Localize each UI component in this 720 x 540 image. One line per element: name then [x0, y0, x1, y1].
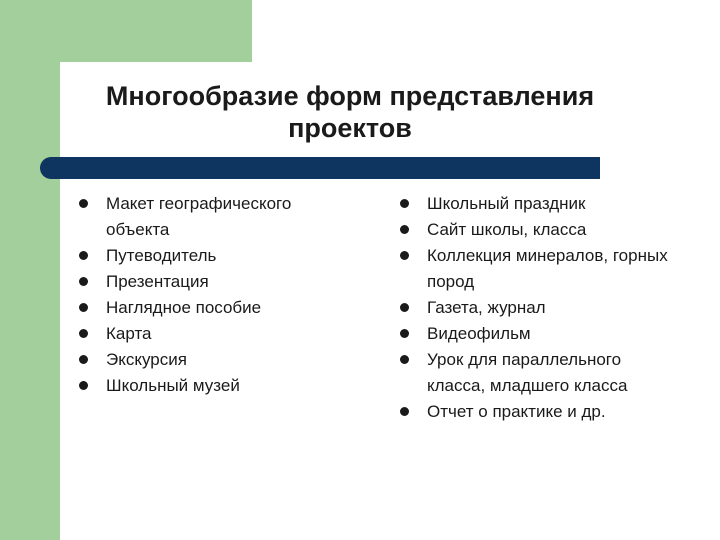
list-item — [399, 347, 669, 399]
list-item-text: Урок для параллельного класса, младшего класса — [427, 350, 628, 395]
bullet-icon — [79, 251, 88, 260]
bullet-icon — [400, 251, 409, 260]
list-item-text: Газета, журнал — [427, 298, 546, 317]
list-item-text: Отчет о практике и др. — [427, 402, 606, 421]
list-item-text: Коллекция минералов, горных пород — [427, 246, 668, 291]
bullet-icon — [79, 381, 88, 390]
list-item-text: Карта — [106, 324, 152, 343]
left-bullet-list — [78, 191, 328, 399]
bullet-icon — [79, 355, 88, 364]
list-item — [78, 243, 328, 269]
list-item — [78, 321, 328, 347]
bullet-icon — [400, 225, 409, 234]
bullet-icon — [79, 329, 88, 338]
list-item — [399, 243, 669, 295]
bullet-icon — [400, 303, 409, 312]
list-item — [399, 399, 669, 425]
list-item-text: Сайт школы, класса — [427, 220, 587, 239]
list-item — [78, 191, 328, 243]
list-item — [399, 295, 669, 321]
list-item — [399, 217, 669, 243]
list-item — [78, 373, 328, 399]
list-item — [399, 321, 669, 347]
bullet-icon — [79, 199, 88, 208]
list-item — [78, 269, 328, 295]
frame-left-stripe — [0, 0, 60, 540]
list-item-text: Наглядное пособие — [106, 298, 262, 317]
bullet-icon — [400, 407, 409, 416]
list-item — [78, 295, 328, 321]
bullet-icon — [400, 355, 409, 364]
list-item-text: Презентация — [106, 272, 209, 291]
right-bullet-list — [399, 191, 669, 425]
list-item-text: Школьный музей — [106, 376, 240, 395]
bullet-icon — [400, 199, 409, 208]
list-item — [78, 347, 328, 373]
list-item-text: Видеофильм — [427, 324, 531, 343]
list-item — [399, 191, 669, 217]
bullet-icon — [79, 303, 88, 312]
title-divider — [40, 157, 600, 179]
list-item-text: Экскурсия — [106, 350, 187, 369]
list-item-text: Макет географического объекта — [106, 194, 292, 239]
list-item-text: Школьный праздник — [427, 194, 586, 213]
bullet-icon — [79, 277, 88, 286]
list-item-text: Путеводитель — [106, 246, 217, 265]
bullet-icon — [400, 329, 409, 338]
slide-title: Многообразие форм представления проектов — [105, 81, 595, 143]
